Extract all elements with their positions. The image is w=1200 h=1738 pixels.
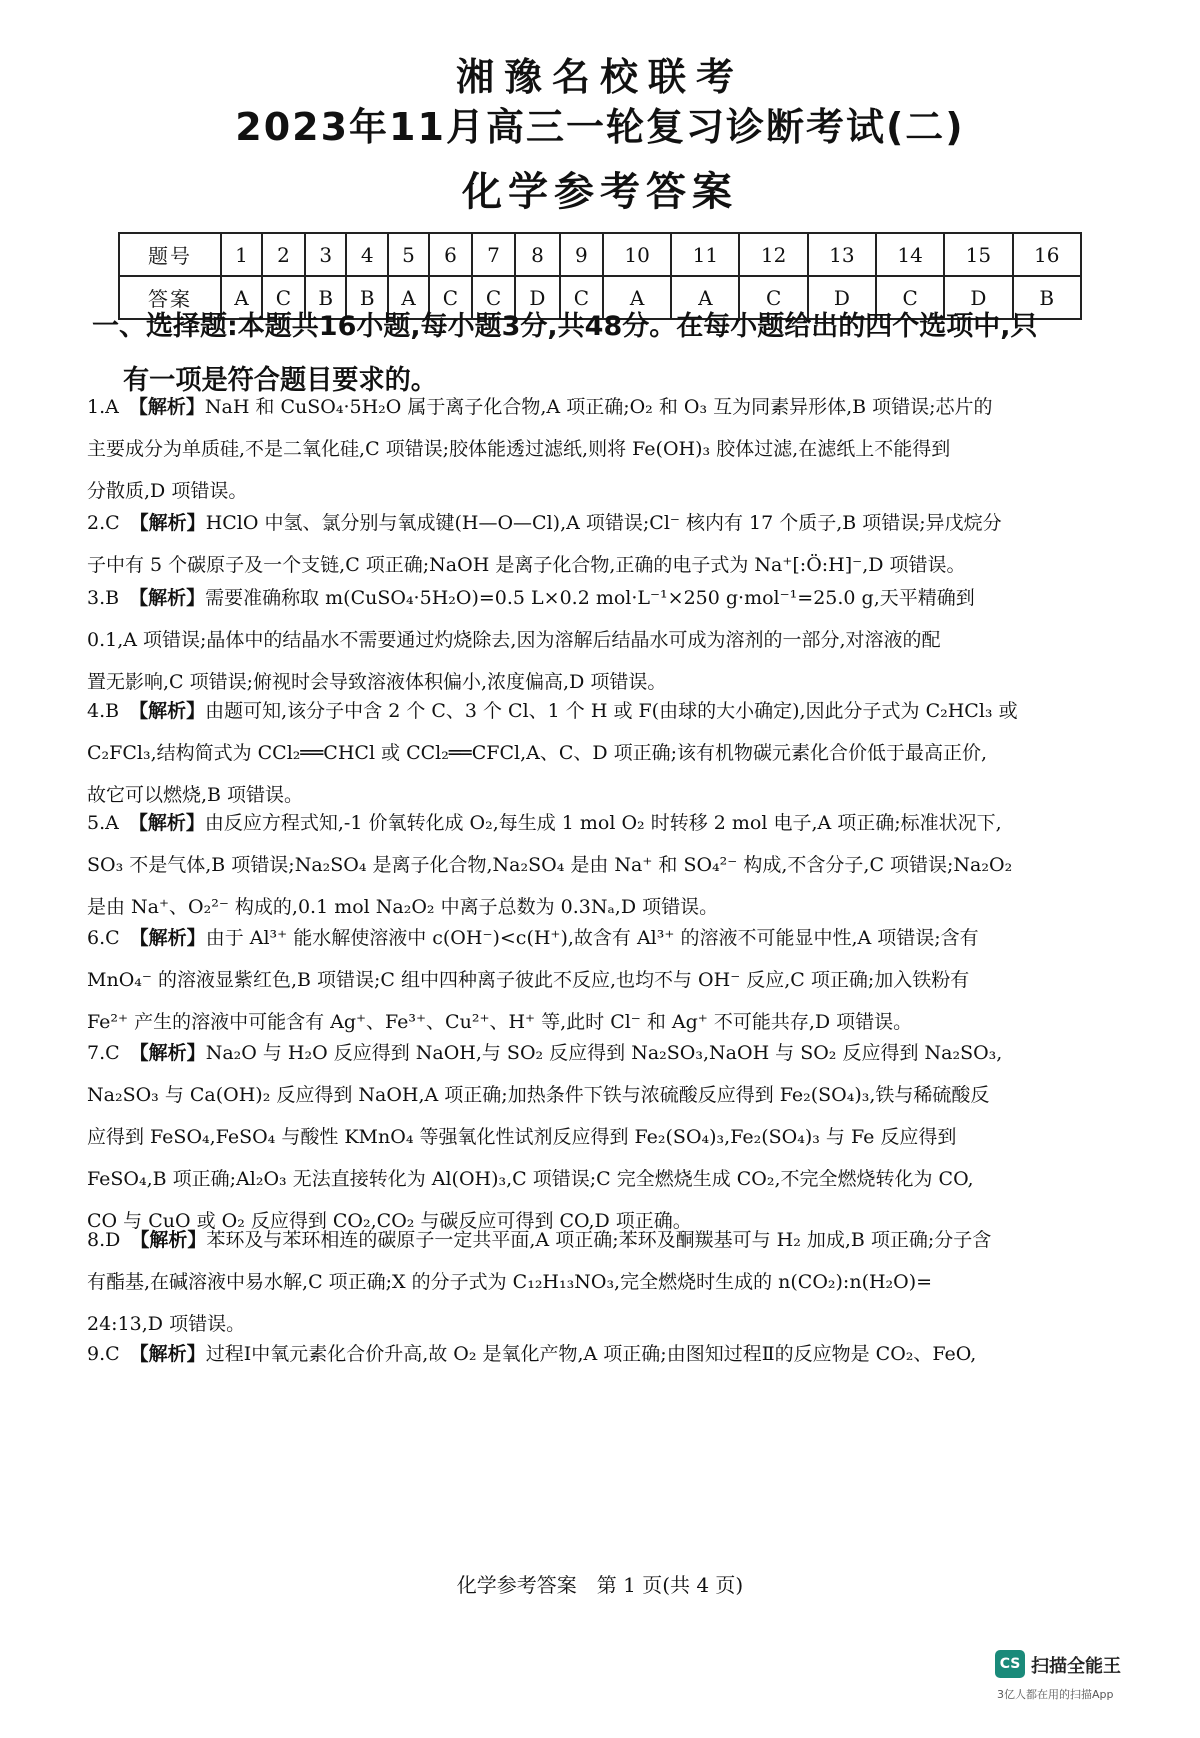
question-label: 9.C [87, 1343, 120, 1365]
explanation-text: 0.1,A 项错误;晶体中的结晶水不需要通过灼烧除去,因为溶解后结晶水可成为溶剂的一部分,对溶液的配 [87, 629, 941, 651]
explanation-item [87, 917, 1117, 1043]
explanation-text: 由反应方程式知,-1 价氧转化成 O₂,每生成 1 mol O₂ 时转移 2 mol 电子,A 项正确;标准状况下, [204, 812, 1002, 834]
question-number-cell: 5 [388, 233, 429, 276]
explanation-item [87, 502, 1117, 586]
question-number-cell: 9 [560, 233, 603, 276]
page-footer: 化学参考答案 第 1 页(共 4 页) [456, 1573, 744, 1597]
explanation-item [87, 386, 1117, 512]
scanner-watermark [995, 1650, 1155, 1710]
question-number-cell: 13 [808, 233, 876, 276]
explanation-text: 由于 Al³⁺ 能水解使溶液中 c(OH⁻)<c(H⁺),故含有 Al³⁺ 的溶液不可能显中性,A 项错误;含有 [205, 927, 979, 949]
question-number-row [119, 233, 1081, 276]
answer-cell: A [388, 276, 429, 319]
analysis-tag: 【解析】 [129, 1343, 206, 1365]
explanation-line [87, 732, 1117, 774]
explanation-line [87, 1219, 1117, 1261]
camscanner-logo-icon: CS [995, 1650, 1025, 1678]
explanation-text: Na₂O 与 H₂O 反应得到 NaOH,与 SO₂ 反应得到 Na₂SO₃,NaOH 与 SO₂ 反应得到 Na₂SO₃, [205, 1042, 1003, 1064]
question-number-cell: 14 [876, 233, 944, 276]
explanation-item [87, 802, 1117, 928]
question-label: 4.B [87, 700, 120, 722]
analysis-tag: 【解析】 [129, 927, 206, 949]
question-number-cell: 15 [944, 233, 1012, 276]
analysis-tag: 【解析】 [129, 512, 206, 534]
answer-cell: C [429, 276, 472, 319]
answer-cell: A [603, 276, 671, 319]
explanation-line [87, 1074, 1117, 1116]
question-label: 5.A [87, 812, 119, 834]
explanation-text: SO₃ 不是气体,B 项错误;Na₂SO₄ 是离子化合物,Na₂SO₄ 是由 Na⁺ 和 SO₄²⁻ 构成,不含分子,C 项错误;Na₂O₂ [87, 854, 1013, 876]
question-number-cell: 16 [1013, 233, 1081, 276]
answer-cell: A [221, 276, 262, 319]
explanation-text: 置无影响,C 项错误;俯视时会导致溶液体积偏小,浓度偏高,D 项错误。 [87, 671, 667, 693]
answer-cell: C [262, 276, 305, 319]
explanation-item [87, 1219, 1117, 1345]
answer-cell: C [739, 276, 807, 319]
question-number-cell: 3 [305, 233, 347, 276]
explanation-text: 有酯基,在碱溶液中易水解,C 项正确;X 的分子式为 C₁₂H₁₃NO₃,完全燃烧时生成的 n(CO₂):n(H₂O)= [87, 1271, 933, 1293]
explanation-text: HClO 中氢、氯分别与氧成键(H—O—Cl),A 项错误;Cl⁻ 核内有 17 个质子,B 项错误;异戊烷分 [205, 512, 1002, 534]
answer-cell: D [808, 276, 876, 319]
analysis-tag: 【解析】 [129, 1042, 206, 1064]
question-number-cell: 12 [739, 233, 807, 276]
question-label: 2.C [87, 512, 120, 534]
question-label: 6.C [87, 927, 120, 949]
question-number-cell: 6 [429, 233, 472, 276]
explanation-text: 子中有 5 个碳原子及一个支链,C 项正确;NaOH 是离子化合物,正确的电子式为 Na⁺[:Ö:H]⁻,D 项错误。 [87, 554, 966, 576]
explanation-text: Na₂SO₃ 与 Ca(OH)₂ 反应得到 NaOH,A 项正确;加热条件下铁与浓硫酸反应得到 Fe₂(SO₄)₃,铁与稀硫酸反 [87, 1084, 990, 1106]
explanation-text: 是由 Na⁺、O₂²⁻ 构成的,0.1 mol Na₂O₂ 中离子总数为 0.3Nₐ,D 项错误。 [87, 896, 719, 918]
explanation-line [87, 1261, 1117, 1303]
question-label: 3.B [87, 587, 120, 609]
explanation-text: 主要成分为单质硅,不是二氧化硅,C 项错误;胶体能透过滤纸,则将 Fe(OH)₃ 胶体过滤,在滤纸上不能得到 [87, 438, 951, 460]
explanation-line [87, 386, 1117, 428]
explanation-text: Fe²⁺ 产生的溶液中可能含有 Ag⁺、Fe³⁺、Cu²⁺、H⁺ 等,此时 Cl⁻ 和 Ag⁺ 不可能共存,D 项错误。 [87, 1011, 913, 1033]
answer-cell: C [472, 276, 515, 319]
row-label-number: 题号 [119, 233, 221, 276]
answer-cell: B [1013, 276, 1081, 319]
explanation-text: 应得到 FeSO₄,FeSO₄ 与酸性 KMnO₄ 等强氧化性试剂反应得到 Fe₂(SO₄)₃,Fe₂(SO₄)₃ 与 Fe 反应得到 [87, 1126, 957, 1148]
question-number-cell: 7 [472, 233, 515, 276]
explanation-item [87, 577, 1117, 703]
explanation-line [87, 1333, 1117, 1375]
exam-name-title: 2023年11月高三一轮复习诊断考试(二) [235, 105, 965, 149]
answer-cell: B [305, 276, 347, 319]
explanation-line [87, 1158, 1117, 1200]
explanation-text: 分散质,D 项错误。 [87, 480, 248, 502]
analysis-tag: 【解析】 [130, 1229, 207, 1251]
answer-cell: C [876, 276, 944, 319]
answer-cell: D [515, 276, 560, 319]
explanation-line [87, 802, 1117, 844]
section-heading-line2: 有一项是符合题目要求的。 [123, 365, 437, 396]
explanation-line [87, 917, 1117, 959]
analysis-tag: 【解析】 [128, 396, 205, 418]
explanation-text: NaH 和 CuSO₄·5H₂O 属于离子化合物,A 项正确;O₂ 和 O₃ 互为同素异形体,B 项错误;芯片的 [204, 396, 993, 418]
exam-series-title: 湘豫名校联考 [455, 55, 744, 99]
explanation-line [87, 844, 1117, 886]
explanation-line [87, 619, 1117, 661]
answer-cell: C [560, 276, 603, 319]
explanation-text: 苯环及与苯环相连的碳原子一定共平面,A 项正确;苯环及酮羰基可与 H₂ 加成,B 项正确;分子含 [206, 1229, 992, 1251]
explanation-line [87, 502, 1117, 544]
explanation-line [87, 959, 1117, 1001]
explanation-text: 需要准确称取 m(CuSO₄·5H₂O)=0.5 L×0.2 mol·L⁻¹×250 g·mol⁻¹=25.0 g,天平精确到 [205, 587, 975, 609]
analysis-tag: 【解析】 [129, 700, 206, 722]
explanation-line [87, 428, 1117, 470]
explanation-line [87, 1116, 1117, 1158]
analysis-tag: 【解析】 [129, 587, 206, 609]
watermark-app-name: 扫描全能王 [1031, 1656, 1121, 1677]
explanation-text: 由题可知,该分子中含 2 个 C、3 个 Cl、1 个 H 或 F(由球的大小确定),因此分子式为 C₂HCl₃ 或 [205, 700, 1018, 722]
question-label: 8.D [87, 1229, 121, 1251]
explanation-text: FeSO₄,B 项正确;Al₂O₃ 无法直接转化为 Al(OH)₃,C 项错误;C 完全燃烧生成 CO₂,不完全燃烧转化为 CO, [87, 1168, 974, 1190]
question-label: 7.C [87, 1042, 120, 1064]
explanation-line [87, 577, 1117, 619]
section-heading-line1: 一、选择题:本题共16小题,每小题3分,共48分。在每小题给出的四个选项中,只 [92, 311, 1038, 342]
explanation-text: 24:13,D 项错误。 [87, 1313, 246, 1335]
row-label-answer: 答案 [119, 276, 221, 319]
question-number-cell: 2 [262, 233, 305, 276]
answer-key-title: 化学参考答案 [462, 169, 738, 215]
explanation-line [87, 1032, 1117, 1074]
question-number-cell: 4 [346, 233, 388, 276]
question-number-cell: 11 [671, 233, 739, 276]
explanation-item [87, 1032, 1117, 1242]
question-number-cell: 1 [221, 233, 262, 276]
answer-cell: B [346, 276, 388, 319]
explanation-item [87, 690, 1117, 816]
explanation-text: C₂FCl₃,结构简式为 CCl₂══CHCl 或 CCl₂══CFCl,A、C、D 项正确;该有机物碳元素化合价低于最高正价, [87, 742, 988, 764]
question-number-cell: 10 [603, 233, 671, 276]
analysis-tag: 【解析】 [128, 812, 205, 834]
question-number-cell: 8 [515, 233, 560, 276]
question-label: 1.A [87, 396, 119, 418]
explanation-item [87, 1333, 1117, 1375]
explanation-text: 故它可以燃烧,B 项错误。 [87, 784, 304, 806]
explanation-text: 过程Ⅰ中氧元素化合价升高,故 O₂ 是氧化产物,A 项正确;由图知过程Ⅱ的反应物是 CO₂、FeO, [205, 1343, 977, 1365]
explanation-text: CO 与 CuO 或 O₂ 反应得到 CO₂,CO₂ 与碳反应可得到 CO,D 项正确。 [87, 1210, 692, 1232]
explanation-text: MnO₄⁻ 的溶液显紫红色,B 项错误;C 组中四种离子彼此不反应,也均不与 OH⁻ 反应,C 项正确;加入铁粉有 [87, 969, 970, 991]
answer-cell: A [671, 276, 739, 319]
answer-cell: D [944, 276, 1012, 319]
explanation-line [87, 690, 1117, 732]
watermark-tagline: 3亿人都在用的扫描App [997, 1688, 1114, 1701]
